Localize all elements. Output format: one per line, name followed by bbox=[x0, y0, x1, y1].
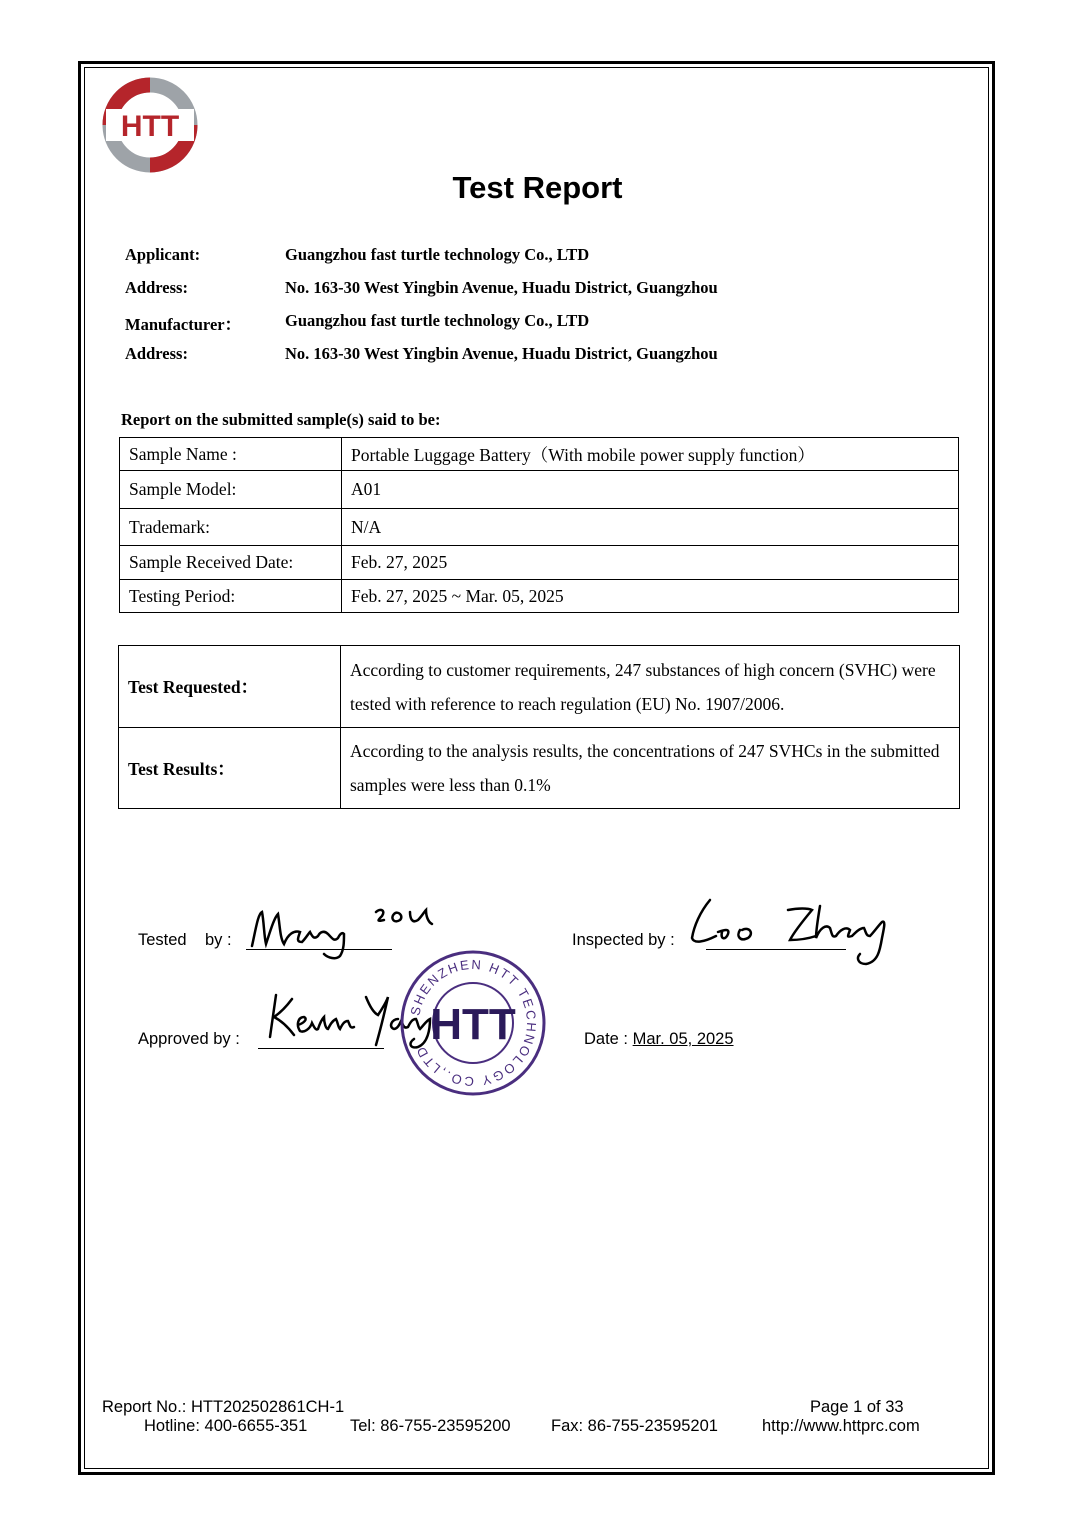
svg-text:HTT: HTT bbox=[120, 110, 180, 143]
cell-label: Sample Model: bbox=[120, 471, 342, 509]
info-value: No. 163-30 West Yingbin Avenue, Huadu District, Guangzhou bbox=[285, 278, 718, 297]
page-number: Page 1 of 33 bbox=[810, 1398, 904, 1416]
approved-by-label: Approved by : bbox=[138, 1030, 240, 1048]
cell-value: A01 bbox=[342, 471, 959, 509]
date-value: Mar. 05, 2025 bbox=[632, 1030, 734, 1048]
cell-label: Sample Received Date: bbox=[120, 546, 342, 580]
table-row bbox=[119, 646, 960, 728]
test-table bbox=[118, 645, 960, 809]
info-value: No. 163-30 West Yingbin Avenue, Huadu District, Guangzhou bbox=[285, 344, 718, 363]
cell-value: Feb. 27, 2025 bbox=[342, 546, 959, 580]
htt-logo bbox=[98, 73, 202, 177]
table-row bbox=[120, 546, 959, 580]
parties-info bbox=[125, 245, 718, 377]
info-value: Guangzhou fast turtle technology Co., LTD bbox=[285, 311, 590, 330]
footer-hotline: Hotline: 400-6655-351 bbox=[144, 1417, 308, 1435]
table-row bbox=[120, 438, 959, 471]
inspected-by-label: Inspected by : bbox=[572, 931, 675, 949]
table-row bbox=[120, 509, 959, 546]
cell-label: Sample Name : bbox=[120, 438, 342, 471]
report-heading: Report on the submitted sample(s) said to be: bbox=[121, 410, 441, 429]
table-row bbox=[120, 471, 959, 509]
manufacturer-row bbox=[125, 311, 718, 344]
footer-fax: Fax: 86-755-23595201 bbox=[551, 1417, 718, 1435]
cell-label: Trademark: bbox=[120, 509, 342, 546]
info-label: Manufacturer： bbox=[125, 315, 242, 334]
cell-label: Test Requested： bbox=[119, 646, 341, 728]
report-number: Report No.: HTT202502861CH-1 bbox=[102, 1398, 345, 1416]
cell-label: Testing Period: bbox=[120, 580, 342, 613]
cell-value: According to the analysis results, the concentrations of 247 SVHCs in the submitted samples were less than 0.1% bbox=[341, 728, 960, 809]
table-row bbox=[119, 728, 960, 809]
info-label: Address: bbox=[125, 344, 188, 363]
manufacturer-address-row bbox=[125, 344, 718, 377]
page-title: Test Report bbox=[452, 170, 623, 205]
table-row bbox=[120, 580, 959, 613]
cell-value: N/A bbox=[342, 509, 959, 546]
svg-text:HTT: HTT bbox=[430, 1000, 516, 1049]
applicant-row bbox=[125, 245, 718, 278]
company-stamp bbox=[398, 948, 548, 1098]
footer-website[interactable]: http://www.httprc.com bbox=[762, 1417, 920, 1435]
info-label: Address: bbox=[125, 278, 188, 297]
cell-value: Portable Luggage Battery（With mobile power supply function） bbox=[342, 438, 959, 471]
cell-value: According to customer requirements, 247 substances of high concern (SVHC) were tested with reference to reach regulation (EU) No. 1907/2006. bbox=[341, 646, 960, 728]
cell-label: Test Results： bbox=[119, 728, 341, 809]
date-field bbox=[584, 1030, 734, 1049]
sample-table bbox=[119, 437, 959, 613]
footer-tel: Tel: 86-755-23595200 bbox=[350, 1417, 511, 1435]
svg-text:SHENZHEN HTT TECHNOLOGY CO.,LT: SHENZHEN HTT TECHNOLOGY CO.,LTD bbox=[407, 956, 540, 1090]
applicant-address-row bbox=[125, 278, 718, 311]
inspected-by-signature bbox=[660, 892, 900, 972]
info-value: Guangzhou fast turtle technology Co., LTD bbox=[285, 245, 590, 264]
date-label: Date : bbox=[584, 1030, 629, 1048]
cell-value: Feb. 27, 2025 ~ Mar. 05, 2025 bbox=[342, 580, 959, 613]
tested-by-label: Tested by : bbox=[138, 931, 232, 949]
info-label: Applicant: bbox=[125, 245, 201, 264]
